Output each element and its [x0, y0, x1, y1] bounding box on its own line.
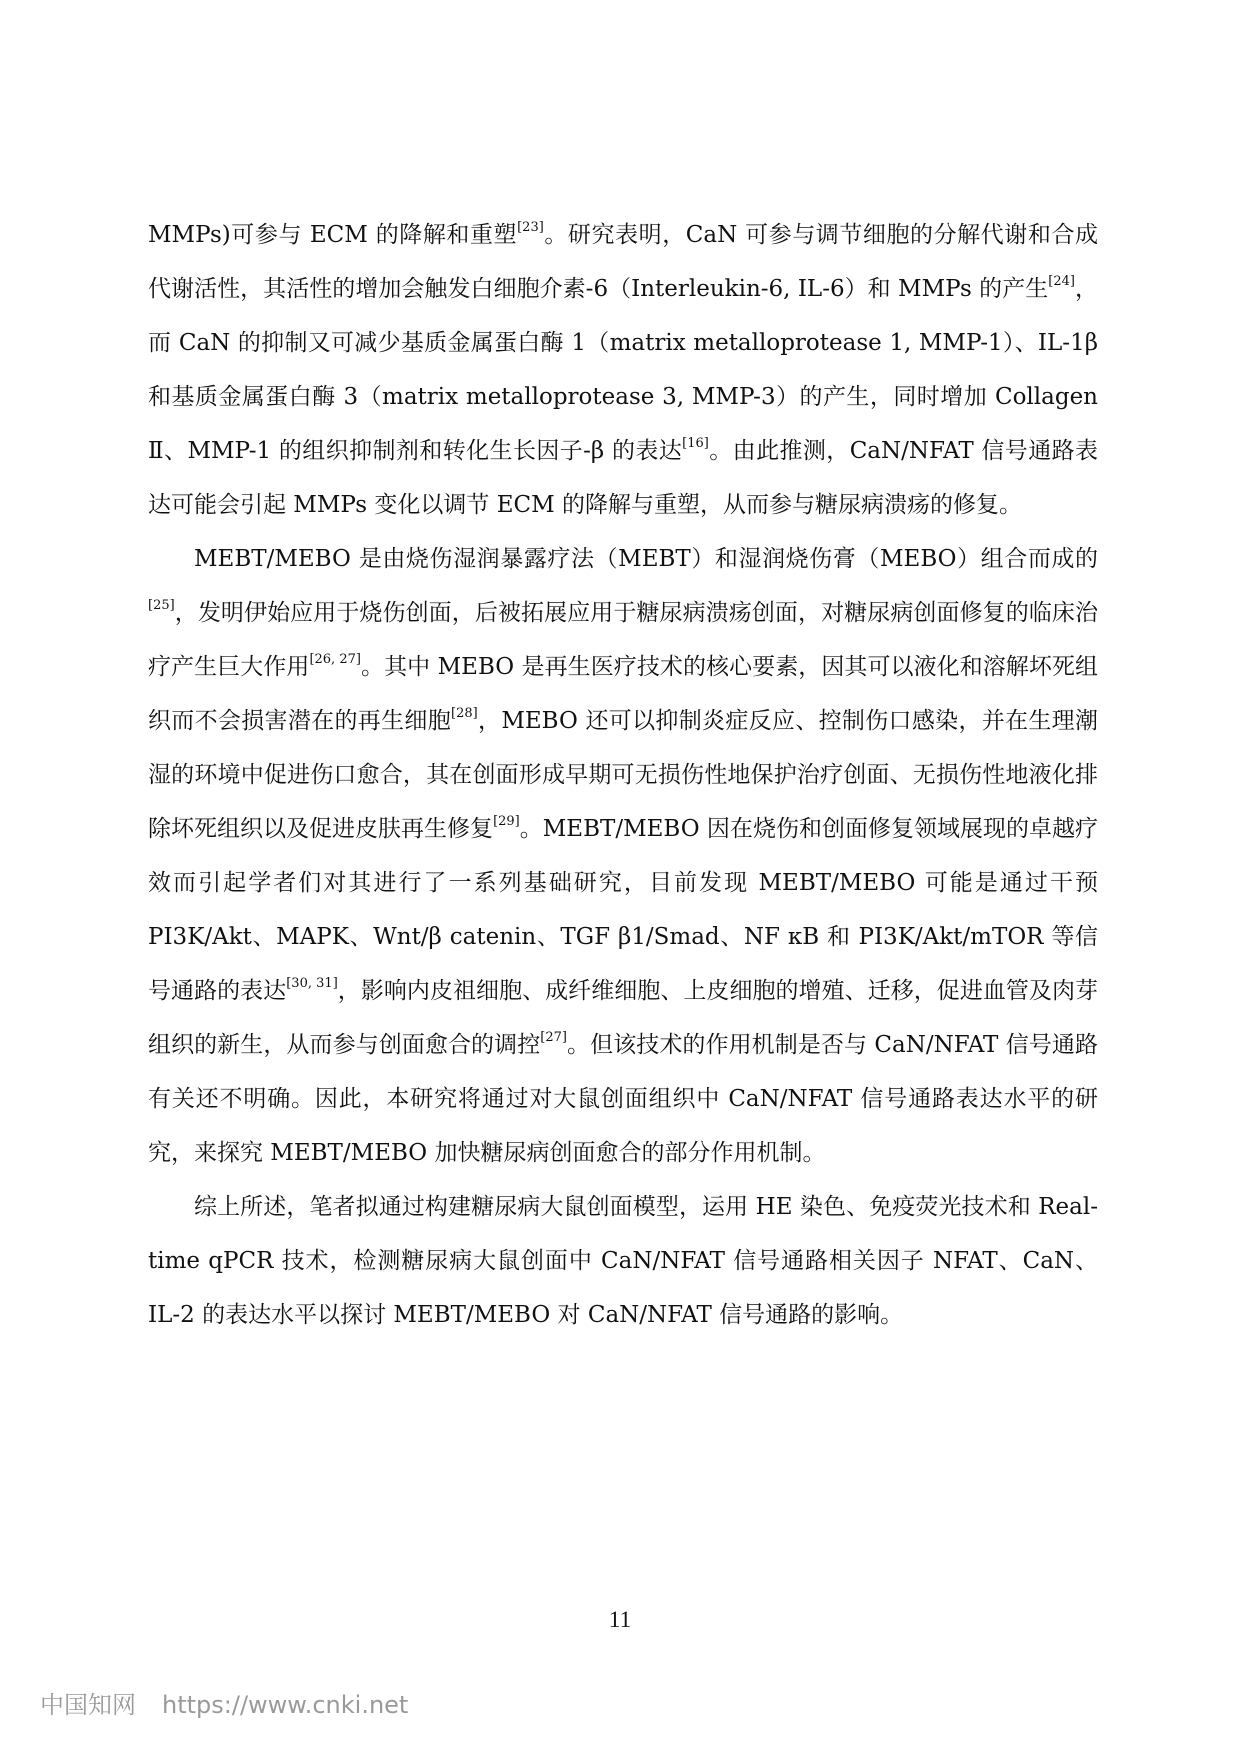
citation: [23] — [517, 220, 544, 236]
text-run: ，发明伊始应用于烧伤创面，后被拓展应用于糖尿病溃疡创面，对糖尿病创面修复的临床治疗产生巨大作用 — [148, 600, 1098, 680]
watermark-brand: 中国知网 — [40, 1691, 136, 1719]
text-run: ，而 CaN 的抑制又可减少基质金属蛋白酶 1（matrix metalloprotease 1, MMP-1）、IL-1β 和基质金属蛋白酶 3（matrix metalloprotease 3, MMP-3）的产生，同时增加 Collagen Ⅱ、MMP-1 的组织抑制剂和转化生长因子-β 的表达 — [148, 276, 1099, 464]
text-run: 。研究表明，CaN 可参与调节细胞的分解代谢和合成代谢活性，其活性的增加会触发白细胞介素-6（Interleukin-6, IL-6）和 MMPs 的产生 — [148, 222, 1099, 302]
text-run: 。MEBT/MEBO 因在烧伤和创面修复领域展现的卓越疗效而引起学者们对其进行了一系列基础研究，目前发现 MEBT/MEBO 可能是通过干预 PI3K/Akt、MAPK、Wnt/β catenin、TGF β1/Smad、NF κB 和 PI3K/Akt/mTOR 等信号通路的表达 — [148, 816, 1098, 1004]
text-run: 。由此推测，CaN/NFAT 信号通路表达可能会引起 MMPs 变化以调节 ECM 的降解与重塑，从而参与糖尿病溃疡的修复。 — [148, 438, 1099, 518]
text-run: MEBT/MEBO 是由烧伤湿润暴露疗法（MEBT）和湿润烧伤膏（MEBO）组合而成的 — [194, 546, 1098, 572]
paragraph-2 — [148, 532, 1098, 1180]
text-run: 。其中 MEBO 是再生医疗技术的核心要素，因其可以液化和溶解坏死组织而不会损害潜在的再生细胞 — [148, 654, 1098, 734]
citation: [24] — [1048, 274, 1075, 290]
citation: [16] — [682, 436, 709, 452]
citation: [28] — [451, 706, 478, 722]
text-run: 。但该技术的作用机制是否与 CaN/NFAT 信号通路有关还不明确。因此，本研究将通过对大鼠创面组织中 CaN/NFAT 信号通路表达水平的研究，来探究 MEBT/MEBO 加快糖尿病创面愈合的部分作用机制。 — [148, 1032, 1099, 1166]
citation: [25] — [148, 598, 175, 614]
watermark-url[interactable]: https://www.cnki.net — [162, 1691, 409, 1719]
page-number: 11 — [608, 1607, 632, 1632]
citation: [26, 27] — [309, 652, 361, 668]
citation: [27] — [540, 1030, 567, 1046]
paragraph-1 — [148, 208, 1098, 532]
text-run: MMPs)可参与 ECM 的降解和重塑 — [148, 222, 518, 248]
citation: [30, 31] — [286, 976, 338, 992]
citation: [29] — [493, 814, 520, 830]
document-body — [148, 208, 1098, 1342]
text-run: ，MEBO 还可以抑制炎症反应、控制伤口感染，并在生理潮湿的环境中促进伤口愈合，其在创面形成早期可无损伤性地保护治疗创面、无损伤性地液化排除坏死组织以及促进皮肤再生修复 — [148, 708, 1098, 842]
text-run: ，影响内皮祖细胞、成纤维细胞、上皮细胞的增殖、迁移，促进血管及肉芽组织的新生，从而参与创面愈合的调控 — [148, 978, 1099, 1058]
paragraph-3 — [148, 1180, 1098, 1342]
text-run: 综上所述，笔者拟通过构建糖尿病大鼠创面模型，运用 HE 染色、免疫荧光技术和 Real-time qPCR 技术，检测糖尿病大鼠创面中 CaN/NFAT 信号通路相关因子 NFAT、CaN、IL-2 的表达水平以探讨 MEBT/MEBO 对 CaN/NFAT 信号通路的影响。 — [148, 1194, 1098, 1328]
cnki-watermark — [40, 1685, 408, 1720]
